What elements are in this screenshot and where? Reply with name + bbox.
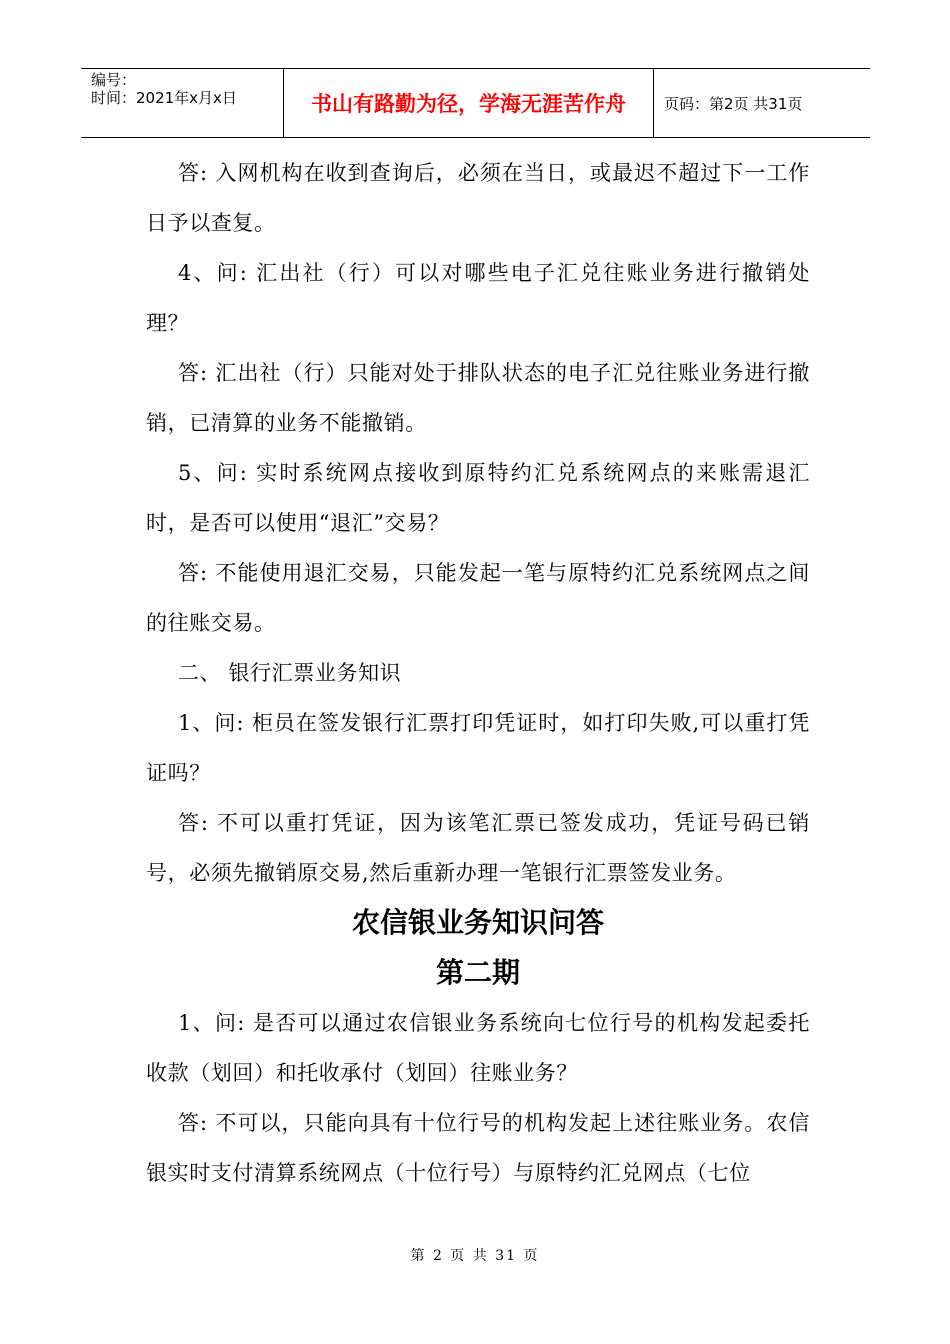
paragraph: 答: 汇出社（行）只能对处于排队状态的电子汇兑往账业务进行撤销，已清算的业务不能撤销。 bbox=[146, 361, 810, 435]
page-footer: 第 2 页 共 31 页 bbox=[410, 1248, 540, 1264]
paragraph: 答: 不可以，只能向具有十位行号的机构发起上述往账业务。农信银实时支付清算系统网点（十位行号）与原特约汇兑网点（七位 bbox=[146, 1111, 810, 1185]
number-label: 编号： bbox=[91, 71, 137, 89]
paragraph: 5、问: 实时系统网点接收到原特约汇兑系统网点的来账需退汇时，是否可以使用“退汇”交易？ bbox=[146, 461, 810, 535]
paragraph: 1、问: 是否可以通过农信银业务系统向七位行号的机构发起委托收款（划回）和托收承付（划回）往账业务？ bbox=[146, 1011, 810, 1085]
page-header bbox=[81, 68, 870, 138]
section-heading: 二、 银行汇票业务知识 bbox=[178, 661, 402, 685]
paragraph: 答: 不能使用退汇交易，只能发起一笔与原特约汇兑系统网点之间的往账交易。 bbox=[146, 561, 810, 635]
time-label: 时间：2021年x月x日 bbox=[91, 89, 237, 107]
header-meta bbox=[81, 69, 283, 137]
paragraph: 答: 入网机构在收到查询后，必须在当日，或最迟不超过下一工作日予以查复。 bbox=[146, 161, 810, 235]
header-page-info: 页码：第2页 共31页 bbox=[664, 94, 803, 113]
section-title: 农信银业务知识问答 bbox=[351, 906, 604, 939]
paragraph: 1、问: 柜员在签发银行汇票打印凭证时，如打印失败,可以重打凭证吗？ bbox=[146, 711, 810, 785]
paragraph: 答: 不可以重打凭证，因为该笔汇票已签发成功，凭证号码已销号，必须先撤销原交易,然后重新办理一笔银行汇票签发业务。 bbox=[146, 811, 810, 885]
paragraph: 4、问: 汇出社（行）可以对哪些电子汇兑往账业务进行撤销处理？ bbox=[146, 261, 810, 335]
header-motto: 书山有路勤为径，学海无涯苦作舟 bbox=[283, 69, 654, 137]
document-body bbox=[146, 148, 810, 1198]
section-subtitle: 第二期 bbox=[435, 956, 520, 989]
